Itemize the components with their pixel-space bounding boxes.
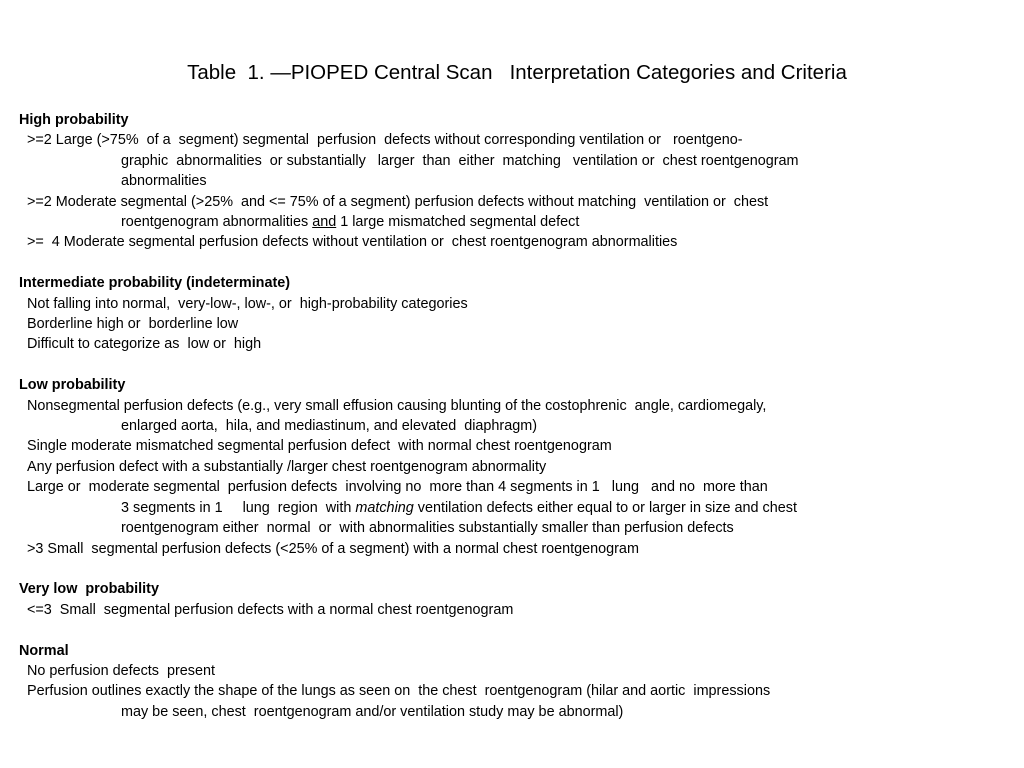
criterion-line: No perfusion defects present (27, 662, 215, 679)
criterion-line: Borderline high or borderline low (27, 316, 239, 333)
criterion-line: >3 Small segmental perfusion defects (<25% of a segment) with a normal chest roentgenogram (27, 540, 639, 557)
criterion-line: Large or moderate segmental perfusion defects involving no more than 4 segments in 1 lung and no more than (27, 479, 768, 496)
section-normal (19, 641, 1009, 723)
section-low-probability (19, 375, 1009, 559)
section-heading: High probability (19, 112, 129, 128)
spacer (19, 559, 1009, 579)
criterion-line: Nonsegmental perfusion defects (e.g., very small effusion causing blunting of the costophrenic angle, cardiomegaly, (27, 397, 767, 414)
section-heading: Intermediate probability (indeterminate) (19, 275, 291, 292)
criterion-continuation: graphic abnormalities or substantially larger than either matching ventilation or chest roentgenogram (121, 152, 799, 169)
criterion-line: <=3 Small segmental perfusion defects with a normal chest roentgenogram (27, 601, 514, 618)
criterion-line: Not falling into normal, very-low-, low-, or high-probability categories (27, 295, 468, 312)
table-title: Table 1. —PIOPED Central Scan Interpretation Categories and Criteria (187, 61, 847, 84)
section-high-probability (19, 110, 1009, 253)
spacer (19, 620, 1009, 640)
criterion-text: 3 segments in 1 lung region with (121, 499, 356, 516)
section-very-low-probability (19, 579, 1009, 620)
criterion-continuation: roentgenogram either normal or with abnormalities substantially smaller than perfusion defects (121, 520, 734, 537)
section-intermediate-probability (19, 273, 1009, 355)
spacer (19, 253, 1009, 273)
criterion-line: >=2 Large (>75% of a segment) segmental perfusion defects without corresponding ventilation or roentgeno- (27, 132, 743, 149)
criterion-continuation: may be seen, chest roentgenogram and/or ventilation study may be abnormal) (121, 703, 624, 720)
criterion-continuation: abnormalities (121, 173, 207, 190)
criterion-line: >=2 Moderate segmental (>25% and <= 75% of a segment) perfusion defects without matching ventilation or chest (27, 193, 769, 210)
criterion-line: Single moderate mismatched segmental perfusion defect with normal chest roentgenogram (27, 438, 612, 455)
criterion-text: 1 large mismatched segmental defect (336, 214, 580, 231)
criterion-continuation (19, 212, 1009, 232)
spacer (19, 355, 1009, 375)
underlined-text: and (312, 214, 337, 231)
criterion-line: Perfusion outlines exactly the shape of the lungs as seen on the chest roentgenogram (hilar and aortic impressions (27, 683, 771, 700)
section-heading: Very low probability (19, 581, 159, 598)
section-heading: Low probability (19, 377, 126, 394)
section-heading: Normal (19, 642, 69, 659)
criterion-line: Difficult to categorize as low or high (27, 336, 262, 353)
criterion-continuation: enlarged aorta, hila, and mediastinum, and elevated diaphragm) (121, 418, 537, 435)
criteria-table (19, 110, 1009, 722)
criterion-line: >= 4 Moderate segmental perfusion defects without ventilation or chest roentgenogram abnormalities (27, 234, 678, 251)
criterion-continuation (19, 498, 1009, 518)
criterion-text: roentgenogram abnormalities (121, 214, 313, 231)
italic-text: matching (355, 499, 414, 516)
criterion-line: Any perfusion defect with a substantially /larger chest roentgenogram abnormality (27, 458, 547, 475)
criterion-text: ventilation defects either equal to or larger in size and chest (413, 499, 797, 516)
